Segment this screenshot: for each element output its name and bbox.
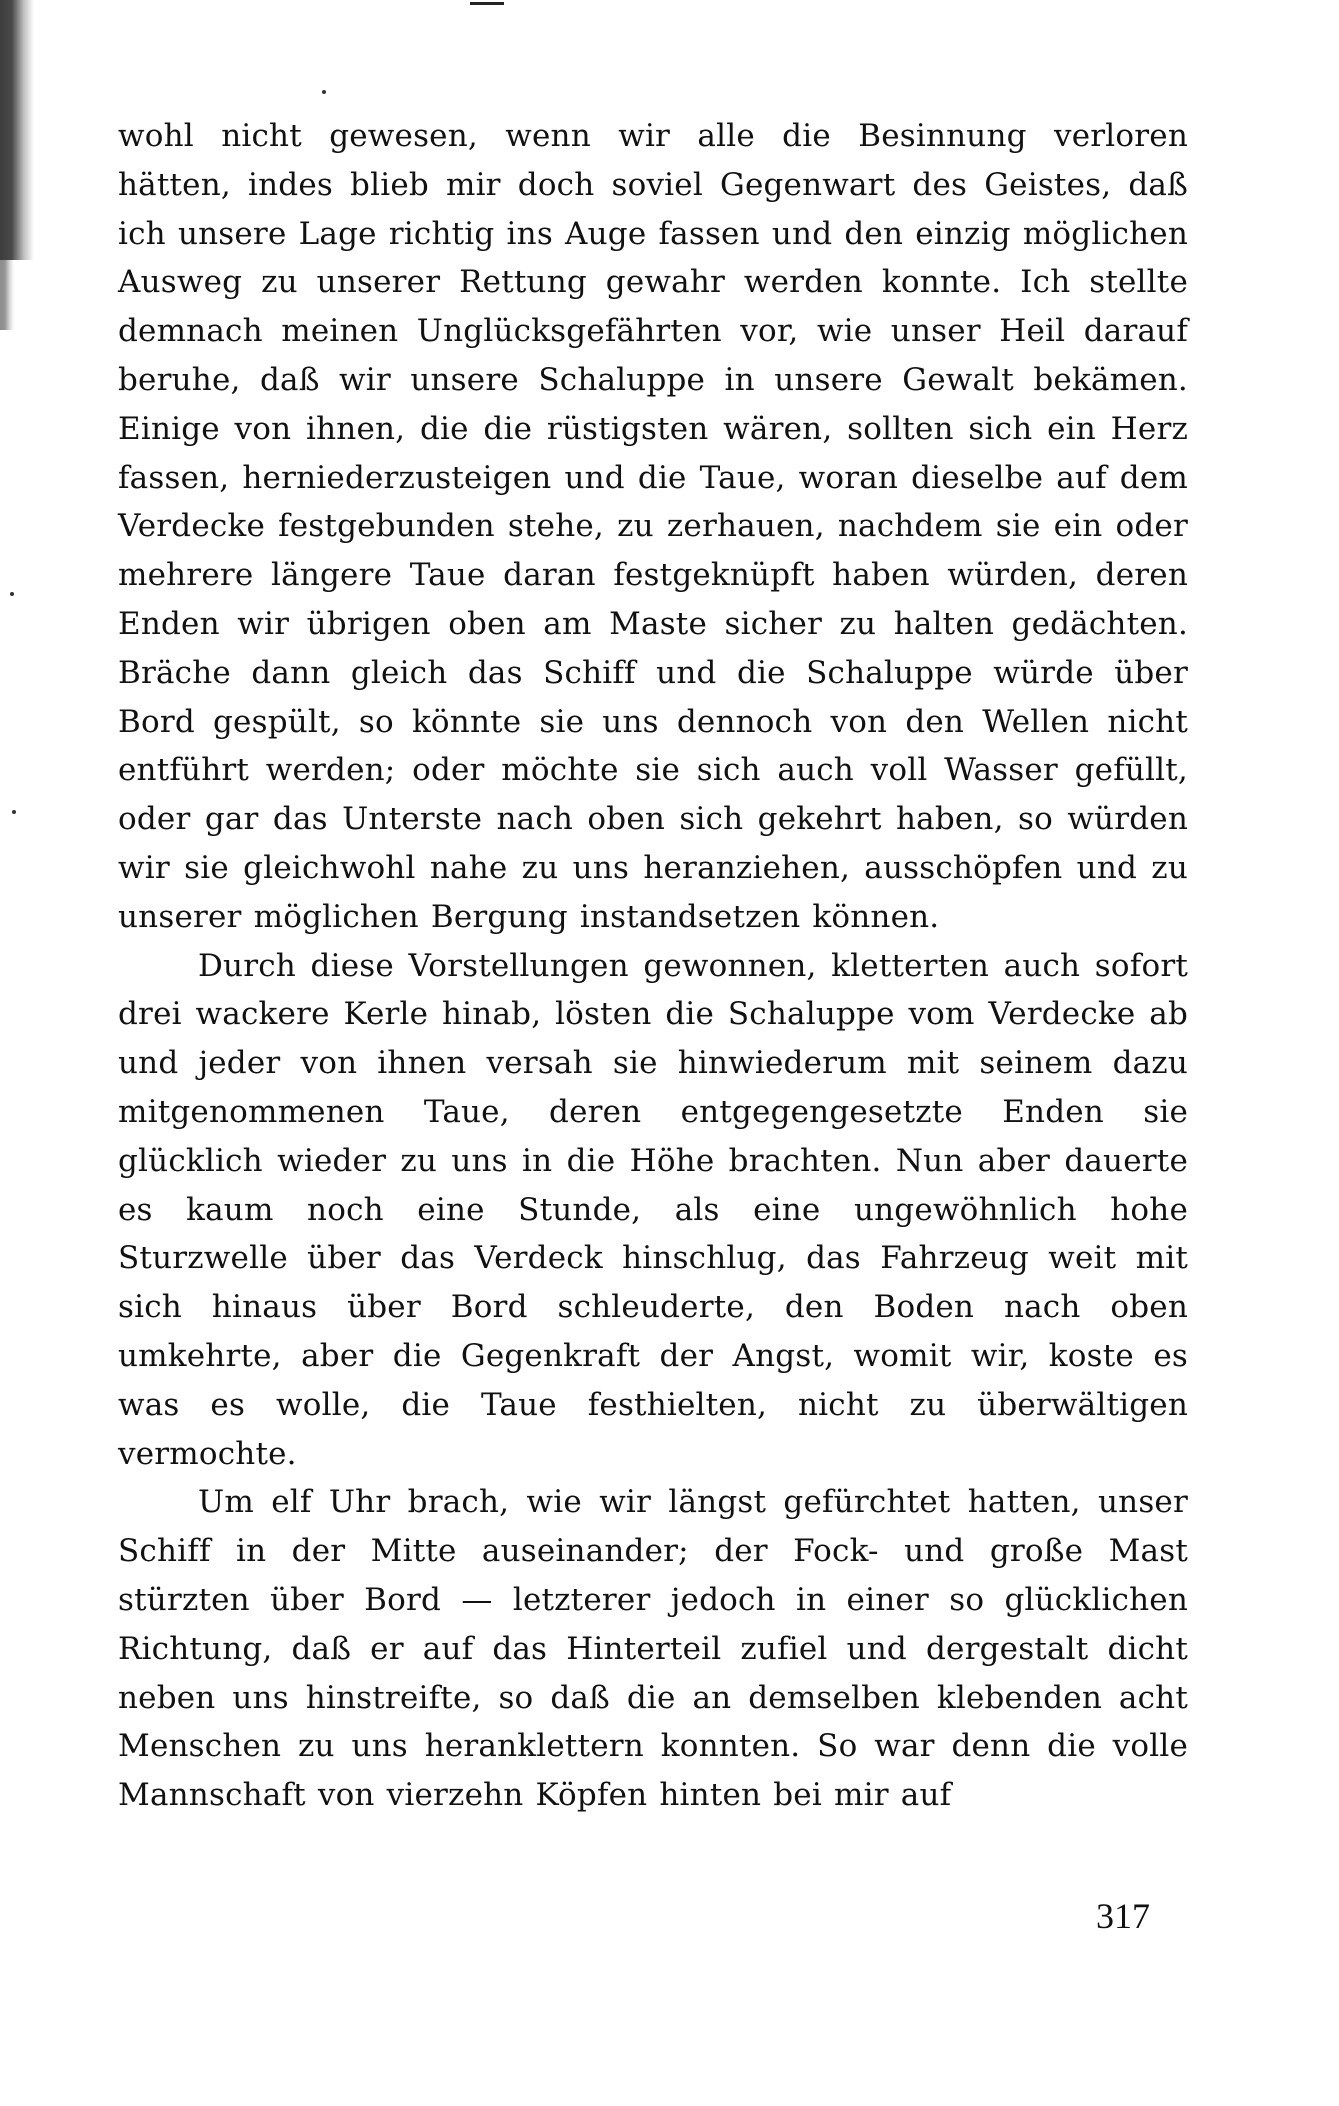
scan-edge-shadow-lower <box>0 260 14 330</box>
scan-edge-shadow <box>0 0 34 260</box>
paragraph: wohl nicht gewesen, wenn wir alle die Besinnung verloren hätten, indes blieb mir doch soviel Gegenwart des Geistes, daß ich unsere Lage richtig ins Auge fassen und den einzig möglichen Ausweg zu unserer Rettung gewahr werden konnte. Ich stellte demnach meinen Unglücksgefährten vor, wie unser Heil darauf beruhe, daß wir unsere Schaluppe in unsere Gewalt bekämen. Einige von ihnen, die die rüstigsten wären, sollten sich ein Herz fassen, herniederzusteigen und die Taue, woran dieselbe auf dem Verdecke festgebunden stehe, zu zerhauen, nachdem sie ein oder mehrere längere Taue daran festgeknüpft haben würden, deren Enden wir übrigen oben am Maste sicher zu halten gedächten. Bräche dann gleich das Schiff und die Schaluppe würde über Bord gespült, so könnte sie uns dennoch von den Wellen nicht entführt werden; oder möchte sie sich auch voll Wasser gefüllt, oder gar das Unterste nach oben sich gekehrt haben, so würden wir sie gleichwohl nahe zu uns heranziehen, ausschöpfen und zu unserer möglichen Bergung instandsetzen können. <box>118 118 1188 935</box>
paragraph: Durch diese Vorstellungen gewonnen, kletterten auch sofort drei wackere Kerle hinab, lösten die Schaluppe vom Verdecke ab und jeder von ihnen versah sie hinwiederum mit seinem dazu mitgenommenen Taue, deren entgegengesetzte Enden sie glücklich wieder zu uns in die Höhe brachten. Nun aber dauerte es kaum noch eine Stunde, als eine ungewöhnlich hohe Sturzwelle über das Verdeck hinschlug, das Fahrzeug weit mit sich hinaus über Bord schleuderte, den Boden nach oben umkehrte, aber die Gegenkraft der Angst, womit wir, koste es was es wolle, die Taue festhielten, nicht zu überwältigen vermochte. <box>118 947 1188 1472</box>
page-number: 317 <box>1096 1896 1150 1936</box>
top-margin-mark <box>470 2 504 5</box>
ink-speck <box>12 810 16 814</box>
body-text <box>118 112 1188 1820</box>
ink-speck <box>322 90 326 94</box>
paragraph: Um elf Uhr brach, wie wir längst gefürchtet hatten, unser Schiff in der Mitte auseinander; der Fock- und große Mast stürzten über Bord — letzterer jedoch in einer so glücklichen Richtung, daß er auf das Hinterteil zufiel und dergestalt dicht neben uns hinstreifte, so daß die an demselben klebenden acht Menschen zu uns heranklettern konnten. So war denn die volle Mannschaft von vierzehn Köpfen hinten bei mir auf <box>118 1484 1188 1814</box>
ink-speck <box>10 592 14 596</box>
